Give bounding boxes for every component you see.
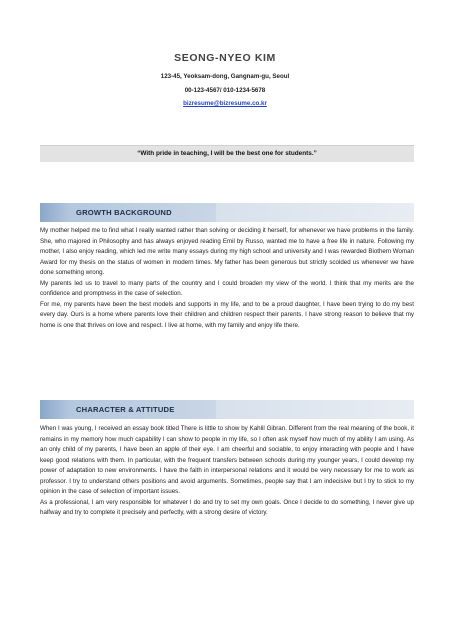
- applicant-name: SEONG-NYEO KIM: [174, 52, 276, 64]
- paragraph: My parents led us to travel to many parts of the country and I could broaden my view of the world. I think that my merits are the confidence and promptness in the case of selection.: [40, 279, 414, 297]
- address-line: 123-45, Yeoksam-dong, Gangnam-gu, Seoul: [160, 73, 290, 80]
- paragraph: As a professional, I am very responsible for whatever I do and try to set my own goals. Once I decide to do something, I never give up halfway and try to complete it precisely and perfectly, with a strong desire of victory.: [40, 498, 414, 516]
- section-header-growth: [40, 203, 414, 222]
- paragraph: When I was young, I received an essay book titled There is little to show by Kahlil Gibran. Different from the real meaning of the book, it remains in my memory how much capability I can show to people in my life, so I often ask myself how much of my ability I am using. As an only child of my parents, I have been an apple of their eye. I am cheerful and sociable, to enjoy interacting with people and I have keep good relations with them. In particular, with the frequent transfers between schools during my younger years, I could develop my power of adaptation to new environments. I have the faith in interpersonal relations and it would be very necessary for me to work as professor. I try to understand others positions and avoid arguments. Sometimes, people say that I am indecisive but I try to stick to my opinion in the case of selection of important issues.: [40, 425, 414, 495]
- section-fill: [216, 203, 414, 222]
- resume-header: [0, 52, 450, 107]
- section-title-character: CHARACTER & ATTITUDE: [76, 405, 175, 414]
- section-fill: [216, 400, 414, 419]
- phone-line: 00-123-4567/ 010-1234-5678: [184, 87, 266, 94]
- motto-banner: “With pride in teaching, I will be the best one for students.”: [40, 145, 414, 162]
- section-body-character: [40, 424, 414, 519]
- email-link[interactable]: bizresume@bizresume.co.kr: [183, 100, 267, 107]
- paragraph: For me, my parents have been the best models and supports in my life, and to be a proud daughter, I have been trying to do my best every day. Ours is a home where parents love their children and children respect their parents. I have strong reason to believe that my home is one that thrives on love and respect. I live at home, with my family and enjoy life there.: [40, 300, 414, 329]
- section-header-character: [40, 400, 414, 419]
- paragraph: My mother helped me to find what I really wanted rather than solving or deciding it herself, for whenever we have problems in the family. She, who majored in Philosophy and has always enjoyed reading Emil by Russo, wanted me to have a free life in nature. Following my mother, I also enjoy reading, which led me write many essays during my high school and university and I was rewarded Biothem Woman Award for my thesis on the status of women in modern times. My father has been generous but strictly scolded us whenever we have done something wrong.: [40, 227, 414, 276]
- section-title-growth: GROWTH BACKGROUND: [76, 208, 172, 217]
- section-body-growth: [40, 226, 414, 331]
